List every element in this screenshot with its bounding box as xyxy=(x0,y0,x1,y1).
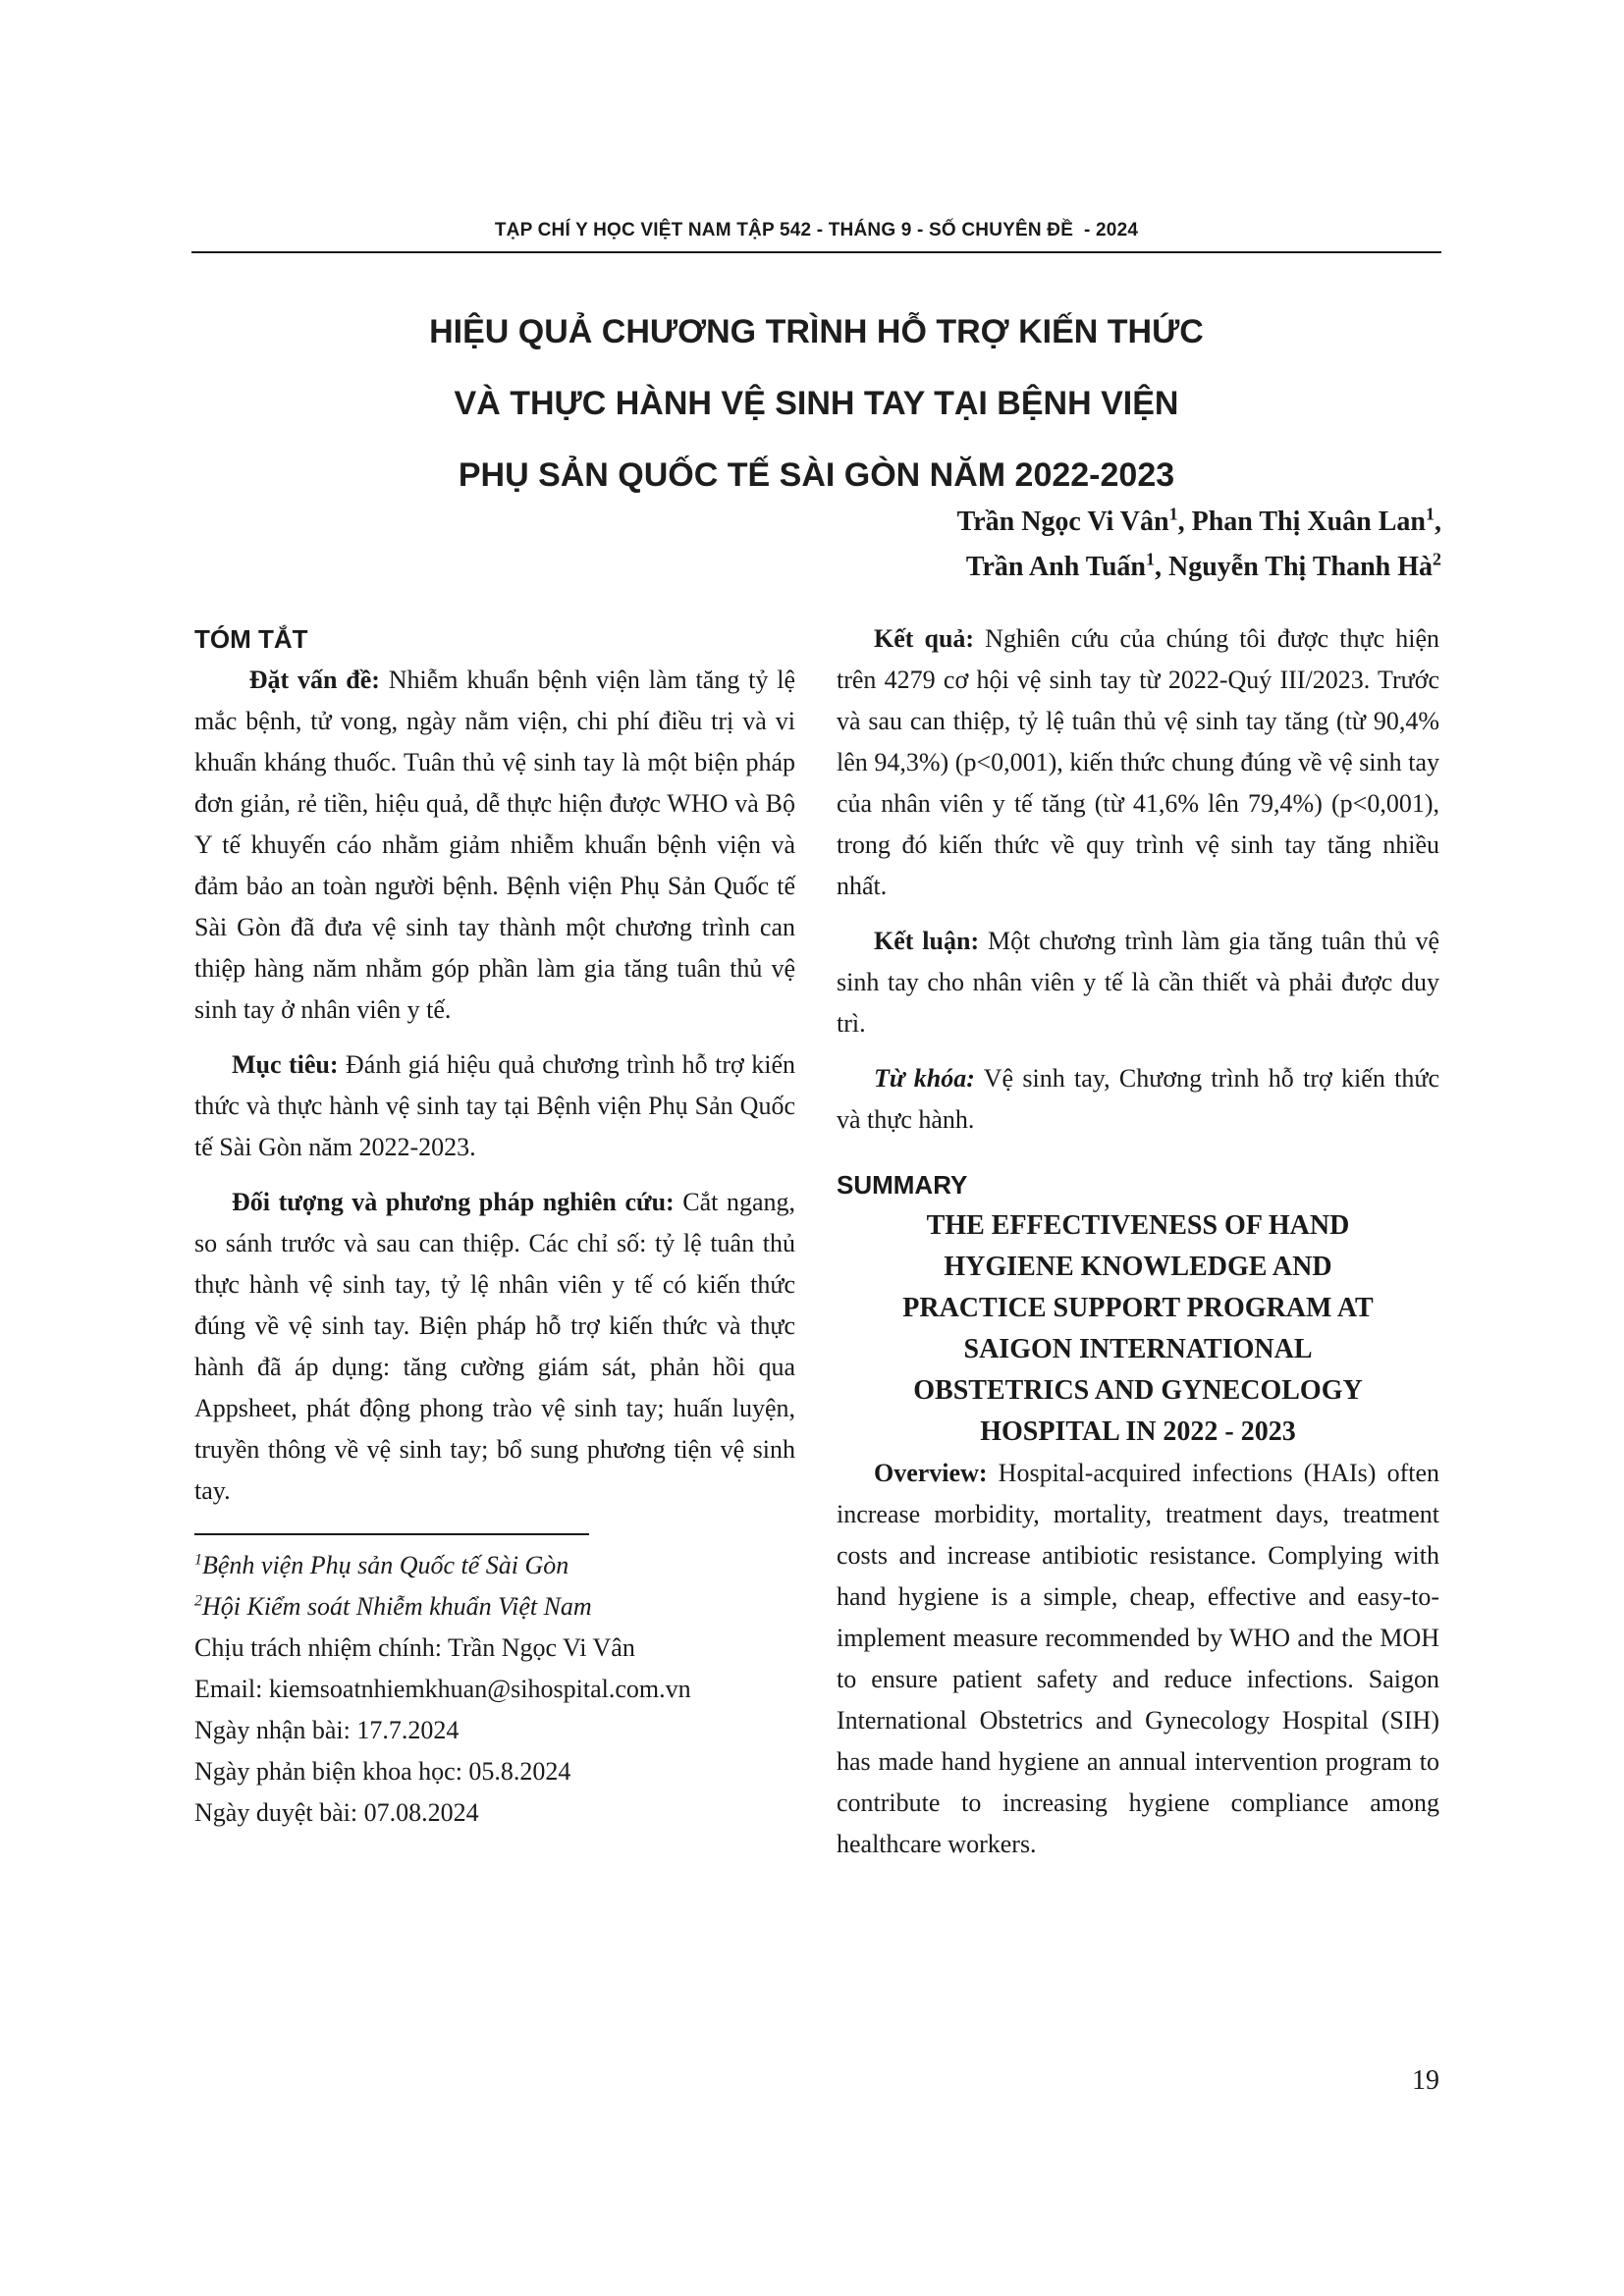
english-title-line-5: OBSTETRICS AND GYNECOLOGY xyxy=(913,1375,1363,1406)
english-title-line-2: HYGIENE KNOWLEDGE AND xyxy=(944,1252,1332,1282)
left-column xyxy=(194,618,795,1834)
abstract-background: Đặt vấn đề: Nhiễm khuẩn bệnh viện làm tăng tỷ lệ mắc bệnh, tử vong, ngày nằm viện, chi phí điều trị và vi khuẩn kháng thuốc. Tuân thủ vệ sinh tay là một biện pháp đơn giản, rẻ tiền, hiệu quả, dễ thực hiện được WHO và Bộ Y tế khuyến cáo nhằm giảm nhiễm khuẩn bệnh viện và đảm bảo an toàn người bệnh. Bệnh viện Phụ Sản Quốc tế Sài Gòn đã đưa vệ sinh tay thành một chương trình can thiệp hàng năm nhằm góp phần làm gia tăng tuân thủ vệ sinh tay ở nhân viên y tế. xyxy=(194,666,795,1024)
english-title-line-4: SAIGON INTERNATIONAL xyxy=(963,1334,1313,1364)
footnote-email: Email: kiemsoatnhiemkhuan@sihospital.com.vn xyxy=(194,1675,691,1703)
journal-header: TẠP CHÍ Y HỌC VIỆT NAM TẬP 542 - THÁNG 9 - SỐ CHUYÊN ĐỀ - 2024 xyxy=(494,220,1139,240)
abstract-keywords: Từ khóa: Vệ sinh tay, Chương trình hỗ trợ kiến thức và thực hành. xyxy=(837,1064,1439,1134)
abstract-conclusion: Kết luận: Một chương trình làm gia tăng tuân thủ vệ sinh tay cho nhân viên y tế là cần thiết và phải được duy trì. xyxy=(837,927,1439,1038)
right-column xyxy=(837,618,1439,1865)
english-title-line-1: THE EFFECTIVENESS OF HAND xyxy=(926,1210,1350,1241)
abstract-heading: TÓM TẮT xyxy=(194,624,308,654)
footnote-rule xyxy=(194,1533,589,1535)
english-title xyxy=(837,1205,1439,1453)
english-title-line-3: PRACTICE SUPPORT PROGRAM AT xyxy=(902,1293,1374,1323)
authors-line-1: Trần Ngọc Vi Vân$^1$, Phan Thị Xuân Lan$^1$, xyxy=(956,504,1441,537)
title-line-3: PHỤ SẢN QUỐC TẾ SÀI GÒN NĂM 2022-2023 xyxy=(458,456,1175,494)
author-4: Nguyễn Thị Thanh Hà xyxy=(1168,552,1433,582)
author-1: Trần Ngọc Vi Vân xyxy=(956,507,1169,537)
abstract-objective: Mục tiêu: Đánh giá hiệu quả chương trình hỗ trợ kiến thức và thực hành vệ sinh tay tại Bệnh viện Phụ Sản Quốc tế Sài Gòn năm 2022-2023. xyxy=(194,1050,795,1161)
footnote-responsible: Chịu trách nhiệm chính: Trần Ngọc Vi Vân xyxy=(194,1633,635,1662)
footnote-affiliation-2: $^2$Hội Kiểm soát Nhiễm khuẩn Việt Nam xyxy=(194,1592,592,1621)
author-4-affiliation: 2 xyxy=(1433,549,1441,569)
summary-overview: Overview: Hospital-acquired infections (HAIs) often increase morbidity, mortality, treatment days, treatment costs and increase antibiotic resistance. Complying with hand hygiene is a simple, cheap, effective and easy-to-implement measure recommended by WHO and the MOH to ensure patient safety and reduce infections. Saigon International Obstetrics and Gynecology Hospital (SIH) has made hand hygiene an annual intervention program to contribute to increasing hygiene compliance among healthcare workers. xyxy=(837,1459,1439,1858)
authors-line-2: Trần Anh Tuấn$^1$, Nguyễn Thị Thanh $Hà^2$ xyxy=(965,549,1441,582)
abstract-results: Kết quả: Nghiên cứu của chúng tôi được thực hiện trên 4279 cơ hội vệ sinh tay từ 2022-Quý III/2023. Trước và sau can thiệp, tỷ lệ tuân thủ vệ sinh tay tăng (từ 90,4% lên 94,3%) (p<0,001), kiến thức chung đúng về vệ sinh tay của nhân viên y tế tăng (từ 41,6% lên 79,4%) (p<0,001), trong đó kiến thức về quy trình vệ sinh tay tăng nhiều nhất. xyxy=(837,624,1439,900)
footnote-affiliation-1: $^1$Bệnh viện Phụ sản Quốc tế Sài Gòn xyxy=(194,1551,569,1579)
author-list xyxy=(957,500,1441,590)
author-2-affiliation: 1 xyxy=(1426,504,1435,524)
author-2: Phan Thị Xuân Lan xyxy=(1191,507,1426,537)
title-line-1: HIỆU QUẢ CHƯƠNG TRÌNH HỖ TRỢ KIẾN THỨC xyxy=(429,313,1204,350)
author-1-affiliation: 1 xyxy=(1168,504,1178,524)
footnote-accepted-date: Ngày duyệt bài: 07.08.2024 xyxy=(194,1798,479,1827)
author-3: Trần Anh Tuấn xyxy=(965,552,1147,582)
header-rule xyxy=(191,251,1441,253)
footnote-received-date: Ngày nhận bài: 17.7.2024 xyxy=(194,1716,460,1744)
summary-heading: SUMMARY xyxy=(837,1170,968,1200)
article-title xyxy=(191,296,1441,511)
abstract-methods: Đối tượng và phương pháp nghiên cứu: Cắt ngang, so sánh trước và sau can thiệp. Các chỉ số: tỷ lệ tuân thủ thực hành vệ sinh tay, tỷ lệ nhân viên y tế có kiến thức đúng về vệ sinh tay. Biện pháp hỗ trợ kiến thức và thực hành đã áp dụng: tăng cường giám sát, phản hồi qua Appsheet, phát động phong trào vệ sinh tay; huấn luyện, truyền thông về vệ sinh tay; bổ sung phương tiện vệ sinh tay. xyxy=(194,1188,795,1505)
title-line-2: VÀ THỰC HÀNH VỆ SINH TAY TẠI BỆNH VIỆN xyxy=(454,385,1179,422)
author-3-affiliation: 1 xyxy=(1146,549,1156,569)
english-title-line-6: HOSPITAL IN 2022 - 2023 xyxy=(980,1416,1296,1447)
footnote-reviewed-date: Ngày phản biện khoa học: 05.8.2024 xyxy=(194,1757,571,1786)
page-number: 19 xyxy=(1412,2065,1439,2096)
